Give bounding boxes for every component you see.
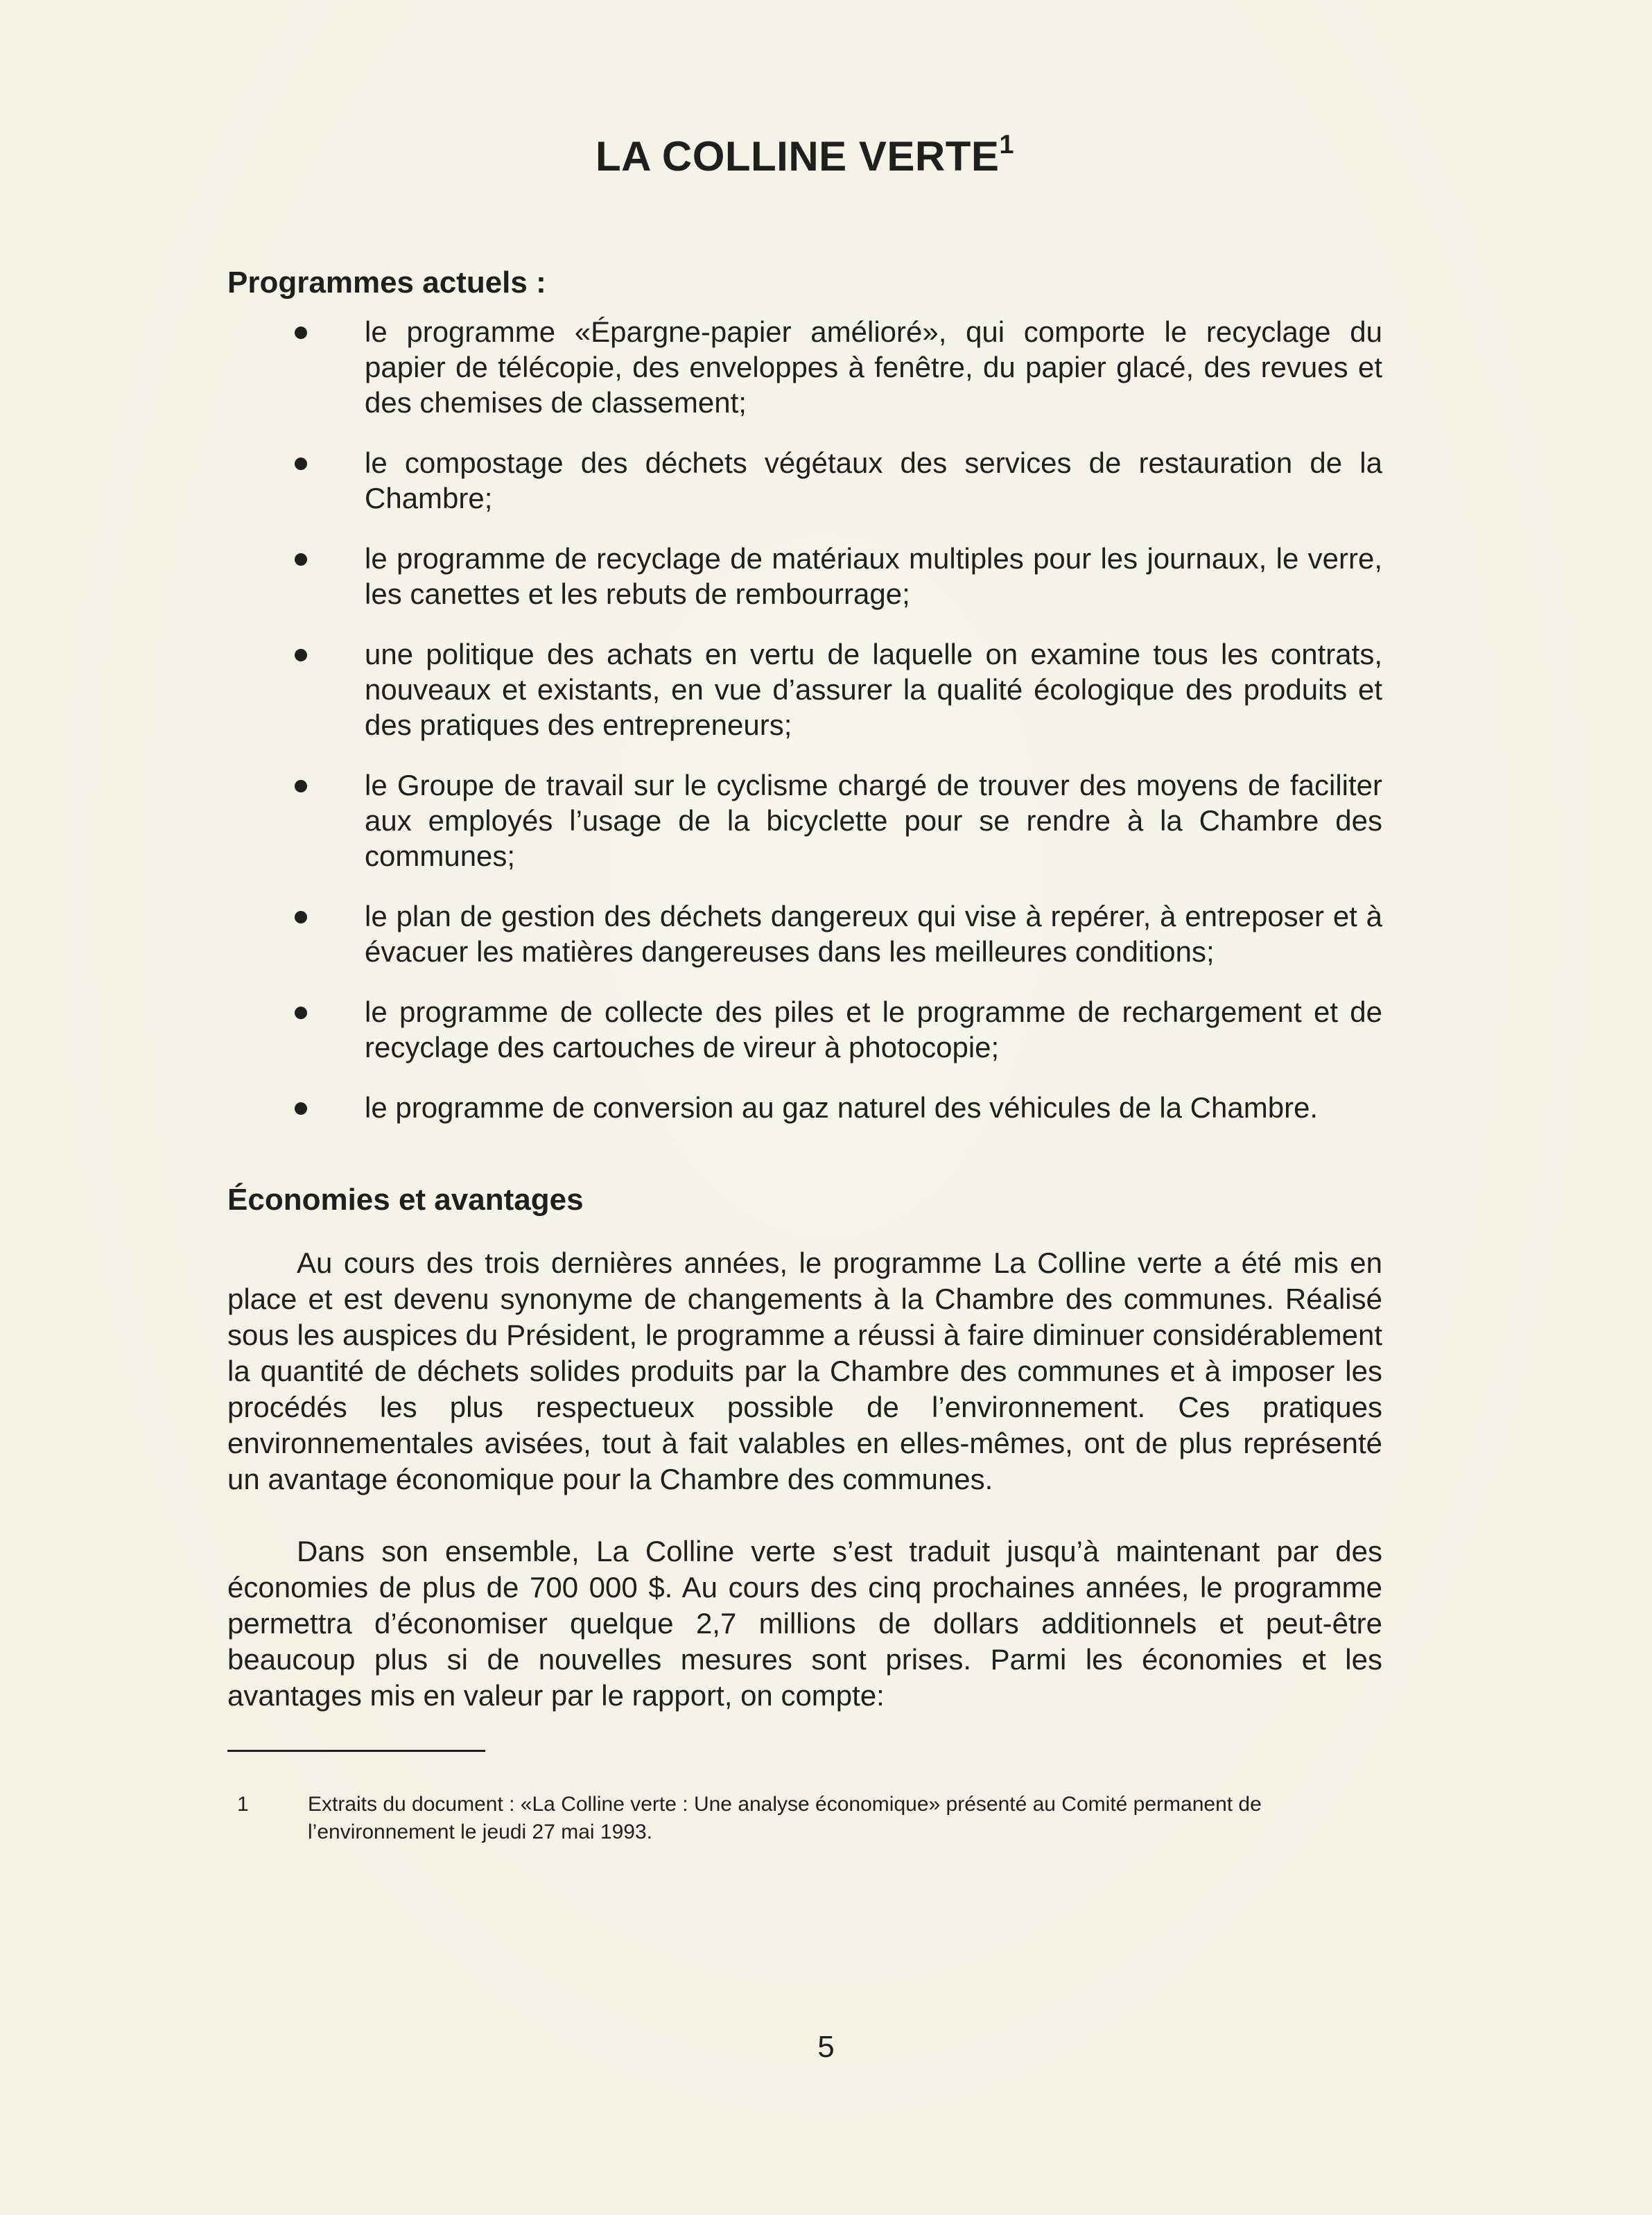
title-footnote-mark: 1	[999, 130, 1015, 159]
list-item	[227, 445, 1382, 516]
list-item	[227, 767, 1382, 874]
bullet-icon	[295, 1102, 307, 1115]
page-number: 5	[817, 2030, 835, 2064]
list-item	[227, 994, 1382, 1065]
footnote	[227, 1791, 1382, 1846]
list-item-text: le programme de collecte des piles et le programme de rechargement et de recyclage des cartouches de vireur à photocopie;	[365, 995, 1382, 1063]
footnote-divider	[227, 1750, 485, 1752]
list-item	[227, 541, 1382, 611]
footnote-text: Extraits du document : «La Colline verte : Une analyse économique» présenté au Comité permanent de l’environnement le jeudi 27 mai 1993.	[308, 1792, 1262, 1843]
list-item-text: le plan de gestion des déchets dangereux qui vise à repérer, à entreposer et à évacuer les matières dangereuses dans les meilleures conditions;	[365, 899, 1382, 968]
footnote-number: 1	[237, 1792, 249, 1816]
list-item-text: le Groupe de travail sur le cyclisme chargé de trouver des moyens de faciliter aux employés l’usage de la bicyclette pour se rendre à la Chambre des communes;	[365, 768, 1382, 872]
bullet-icon	[295, 780, 307, 792]
list-item-text: le programme de recyclage de matériaux multiples pour les journaux, le verre, les canettes et les rebuts de rembourrage;	[365, 541, 1382, 610]
paragraph: Au cours des trois dernières années, le programme La Colline verte a été mis en place et est devenu synonyme de changements à la Chambre des communes. Réalisé sous les auspices du Président, le programme a réussi à faire diminuer considérablement la quantité de déchets solides produits par la Chambre des communes et à imposer les procédés les plus respectueux possible de l’environnement. Ces pratiques environnementales avisées, tout à fait valables en elles-mêmes, ont de plus représenté un avantage économique pour la Chambre des communes.	[227, 1246, 1382, 1495]
list-item-text: le programme de conversion au gaz naturel des véhicules de la Chambre.	[365, 1091, 1319, 1124]
section-heading-programmes: Programmes actuels :	[227, 266, 546, 299]
list-item-text: le programme «Épargne-papier amélioré», qui comporte le recyclage du papier de télécopie, des enveloppes à fenêtre, du papier glacé, des revues et des chemises de classement;	[365, 315, 1382, 419]
list-item	[227, 636, 1382, 742]
list-item	[227, 1090, 1382, 1125]
bullet-icon	[295, 553, 307, 566]
list-item-text: une politique des achats en vertu de laquelle on examine tous les contrats, nouveaux et existants, en vue d’assurer la qualité écologique des produits et des pratiques des entrepreneurs;	[365, 637, 1382, 741]
bullet-icon	[295, 327, 307, 339]
page-content	[227, 132, 1382, 1846]
bullet-icon	[295, 649, 307, 661]
section-heading-economies: Économies et avantages	[227, 1182, 584, 1217]
bullet-icon	[295, 911, 307, 923]
bullet-icon	[295, 1007, 307, 1019]
title-text: LA COLLINE VERTE	[595, 133, 1000, 180]
list-item	[227, 898, 1382, 969]
paragraph: Dans son ensemble, La Colline verte s’est traduit jusqu’à maintenant par des économies de plus de 700 000 $. Au cours des cinq prochaines années, le programme permettra d’économiser quelque 2,7 millions de dollars additionnels et peut-être beaucoup plus si de nouvelles mesures sont prises. Parmi les économies et les avantages mis en valeur par le rapport, on compte:	[227, 1534, 1382, 1712]
list-item	[227, 314, 1382, 420]
programmes-list	[227, 314, 1382, 1125]
list-item-text: le compostage des déchets végétaux des services de restauration de la Chambre;	[365, 446, 1382, 514]
page-title	[227, 132, 1382, 182]
bullet-icon	[295, 458, 307, 470]
